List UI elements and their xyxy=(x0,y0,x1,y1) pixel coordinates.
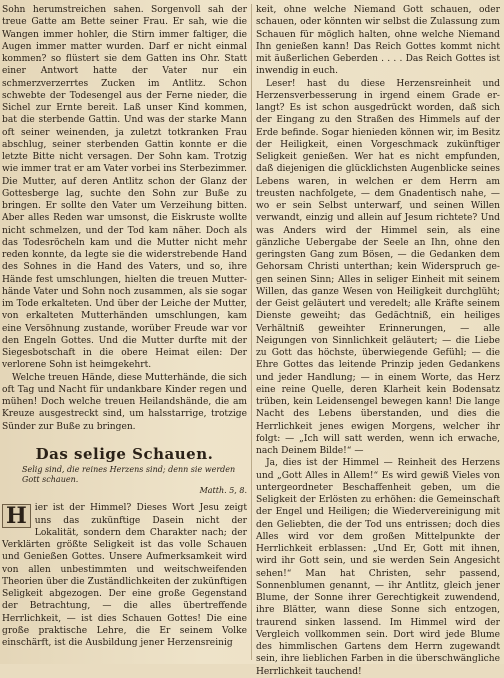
motto-reference: Matth. 5, 8. xyxy=(199,485,247,495)
article-paragraph-1 xyxy=(2,502,247,649)
article-title: Das selige Schauen. xyxy=(35,444,214,463)
story-paragraph-2: Welche treuen Hände, diese Mutterhände, die sich oft Tag und Nacht für undankbare Kinder regen und mühen! Doch welche treuen Heilandshände, die am Kreuze ausgestreckt sind, um halsstarrige, trotzige Sünder zur Buße zu bringen. xyxy=(2,372,247,432)
motto-text: Selig sind, die reines Herzens sind; denn sie werden Gott schauen. xyxy=(22,464,236,485)
bible-motto xyxy=(22,465,247,497)
article-paragraph-3: Leser! hast du diese Herzensreinheit und Herzensverbesserung in irgend einem Grade erlangt? Es ist schon ausgedrückt worden, daß sich der Eingang zu den Straßen des Himmels auf der Erde befinde. Sogar hienieden können wir, im Besitz der Heiligkeit, einen Vorgeschmack zukünftiger Seligkeit genießen. Wer hat es nicht empfunden, daß diejenigen die glücklichsten Augenblicke seines Lebens waren, in welchen er dem Herrn am treusten nachfolgete, — dem Gnadentisch nahe, — wo er sein Selbst unterwarf, und seinen Willen verwandt, einzig und allein auf Jesum richtete? Und was Anders wird der Himmel sein, als eine gänzliche Uebergabe der Seele an Ihn, ohne den geringsten Gang zum Bösen, — die Gedanken dem Gehorsam Christi unterthan; kein Widerspruch gegen seinen Sinn; Alles in seliger Einheit mit seinem Willen, das ganze Wesen von Heiligkeit durchglüht; der Geist geläutert und veredelt; alle Kräfte seinem Dienste geweiht; das Gedächtniß, ein heiliges Verhältniß geweihter Erinnerungen, — alle Neigungen von Sinnlichkeit geläutert; — die Liebe zu Gott das höchste, überwiegende Gefühl; — die Ehre Gottes das leitende Prinzip jeden Gedankens und jeder Handlung; — in einem Worte, das Herz eine reine Quelle, deren Klarheit kein Bodensatz trüben, kein Leidensengel bewegen kann! Die lange Nacht des Lebens überstanden, und dies die Herrlichkeit jenes ewigen Morgens, welcher ihr folgt: — „Ich will satt werden, wenn ich erwache, nach Deinem Bilde!“ — xyxy=(256,78,500,456)
right-column xyxy=(256,4,500,678)
left-column xyxy=(2,4,247,649)
article-paragraph-2: keit, ohne welche Niemand Gott schauen, oder schauen, oder könnten wir selbst die Zulassung zum Schauen für möglich halten, ohne welche Niemand Ihn genießen kann! Das Reich Gottes kommt nicht mit äußerlichen Geberden . . . . Das Reich Gottes ist inwendig in euch. xyxy=(256,5,500,77)
article-paragraph-1-text: ier ist der Himmel? Dieses Wort Jesu zeigt uns das zukünftige Dasein nicht der Lokalität, sondern dem Charakter nach; der Verklärten größte Seligkeit ist das volle Schauen und Genießen Gottes. Unsere Aufmerksamkeit wird von allen unbestimmten und weitschweifenden Theorien über die Zuständlichkeiten der zukünftigen Seligkeit abgezogen. Der eine große Gegenstand der Betrachtung, — die alles übertreffende Herrlichkeit, — ist dies Schauen Gottes! Die eine große praktische Lehre, die Er seinem Volke einschärft, ist die Ausbildung jener Herzensreinig xyxy=(2,503,247,648)
article-paragraph-4: Ja, dies ist der Himmel — Reinheit des Herzens und „Gott Alles in Allem!“ Es wird gewiß Vieles von untergeordneter Beschaffenheit geben, um die Seligkeit der Erlösten zu erhöhen: die Gemeinschaft der Engel und Heiligen; die Wiedervereinigung mit den Geliebten, die der Tod uns entrissen; doch dies Alles wird vor dem großen Mittelpunkte der Herrlichkeit erblassen: „Und Er, Gott mit ihnen, wird ihr Gott sein, und sie werden Sein Angesicht sehen!“ Man hat Christen, sehr passend, Sonnenblumen genannt, — ihr Antlitz, gleich jener Blume, der Sonne ihrer Gerechtigkeit zuwendend, ihre Blätter, wann diese Sonne sich entzogen, traurend sinken lassend. Im Himmel wird der Vergleich vollkommen sein. Dort wird jede Blume des himmlischen Gartens dem Herrn zugewandt sein, ihre lieblichen Farben in die überschwängliche Herrlichkeit tauchend! xyxy=(256,458,500,677)
story-paragraph-1: Sohn herumstreichen sahen. Sorgenvoll sah der treue Gatte am Bette seiner Frau. Er sah, wie die Wangen immer hohler, die Stirn immer faltiger, die Augen immer matter wurden. Darf er nicht einmal kommen? so flüstert sie dem Gatten ins Ohr. Statt einer Antwort hatte der Vater nur ein schmerzverzerrtes Zucken im Antlitz. Schon schwebte der Todesengel aus der Ferne nieder, die Sichel zur Ernte bereit. Laß unser Kind kommen, bat die sterbende Gattin. Und was der starke Mann oft seiner weinenden, ja zuletzt totkranken Frau abschlug, seiner sterbenden Gattin konnte er die letzte Bitte nicht versagen. Der Sohn kam. Trotzig wie immer trat er am Vater vorbei ins Sterbezimmer. Die Mutter, auf deren Antlitz schon der Glanz der Gottesberge lag, suchte den Sohn zur Buße zu bringen. Er sollte den Vater um Verzeihung bitten. Aber alles Reden war umsonst, die Eiskruste wollte nicht schmelzen, und der Tod kam näher. Doch als das Todesröcheln kam und die Mutter nicht mehr reden konnte, da legte sie die widerstrebende Hand des Sohnes in die Hand des Vaters, und so, ihre Hände fest umschlungen, hielten die treuen Mutterhände Vater und Sohn noch zusammen, als sie sogar im Tode erkalteten. Und über der Leiche der Mutter, von erkalteten Mutterhänden umschlungen, kam eine Versöhnung zustande, worüber Freude war vor den Engeln Gottes. Und die Mutter durfte mit der Siegesbotschaft in die obere Heimat eilen: Der verlorene Sohn ist heimgekehrt. xyxy=(2,5,247,371)
column-divider xyxy=(251,4,252,660)
drop-cap-letter: H xyxy=(2,504,31,528)
